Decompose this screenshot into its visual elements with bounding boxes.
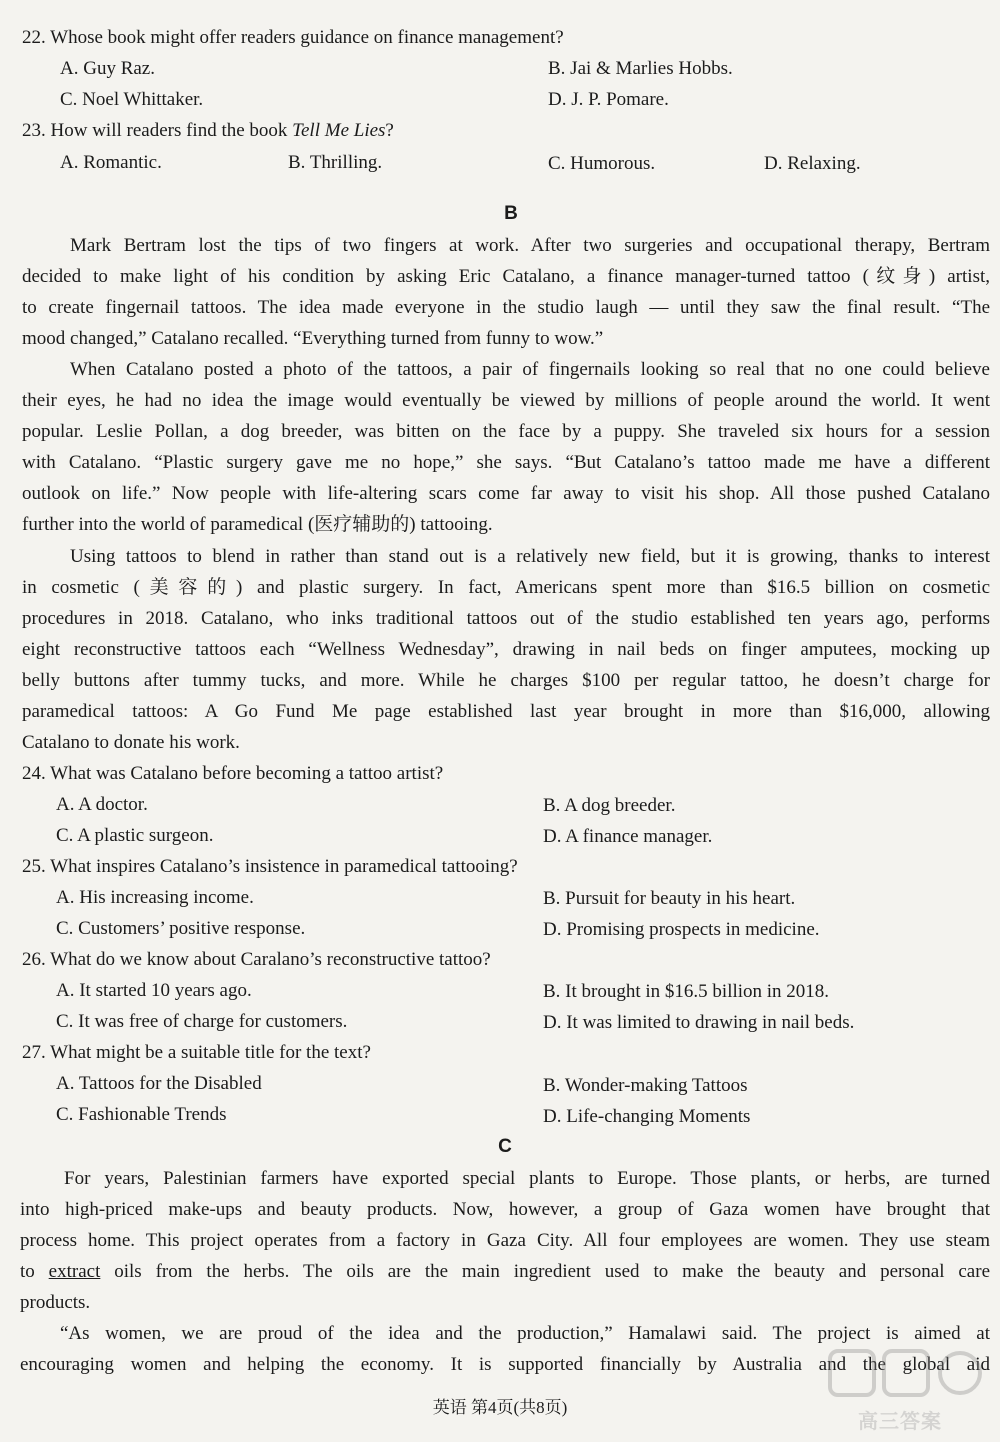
q24-option-b: B. A dog breeder. [543,795,676,816]
q23-option-a: A. Romantic. [60,152,162,173]
passage-c-line: process home. This project operates from a factory in Gaza City. All four employees are women. They use steam [20,1230,990,1251]
watermark-logo [810,1345,990,1435]
passage-b-line: popular. Leslie Pollan, a dog breeder, was bitten on the face by a puppy. She traveled six hours for a session [22,421,990,442]
q27-option-a: A. Tattoos for the Disabled [56,1073,262,1094]
q23-option-b: B. Thrilling. [288,152,383,173]
passage-c-line: encouraging women and helping the economy. It is supported financially by Australia and the global aid [20,1354,990,1375]
passage-c-text: oils from the herbs. The oils are the main ingredient used to make the beauty and personal care [100,1261,990,1282]
passage-b-line: in cosmetic (美容的) and plastic surgery. In fact, Americans spent more than $16.5 billion on cosmetic [22,577,990,598]
q23-stem-text: 23. How will readers find the book [22,120,293,141]
watermark-text: 高三答案 [858,1411,942,1433]
passage-b-line: eight reconstructive tattoos each “Wellness Wednesday”, drawing in nail beds on finger amputees, mocking up [22,639,990,660]
q27-option-c: C. Fashionable Trends [56,1104,227,1125]
passage-b-line: When Catalano posted a photo of the tattoos, a pair of fingernails looking so real that no one could believe [70,359,990,380]
passage-b-line: with Catalano. “Plastic surgery gave me no hope,” she says. “But Catalano’s tattoo made me have a different [22,452,990,473]
passage-b-line: decided to make light of his condition by asking Eric Catalano, a finance manager-turned tattoo (纹身) artist, [22,266,990,287]
q25-option-b: B. Pursuit for beauty in his heart. [543,888,796,909]
q26-option-d: D. It was limited to drawing in nail beds. [543,1012,855,1033]
q24-option-c: C. A plastic surgeon. [56,825,214,846]
passage-b-line: to create fingernail tattoos. The idea made everyone in the studio laugh — until they saw the final result. “The [22,297,990,318]
q22-option-b: B. Jai & Marlies Hobbs. [548,58,733,79]
q25-option-a: A. His increasing income. [56,887,254,908]
passage-c-line: products. [20,1292,91,1313]
passage-b-line: outlook on life.” Now people with life-altering scars come far away to visit his shop. All those pushed Catalano [22,483,990,504]
passage-b-line: Catalano to donate his work. [22,732,240,753]
passage-b-line: belly buttons after tummy tucks, and more. While he charges $100 per regular tattoo, he doesn’t charge for [22,670,990,691]
q22-option-d: D. J. P. Pomare. [548,89,669,110]
passage-c-line: For years, Palestinian farmers have exported special plants to Europe. Those plants, or herbs, are turned [64,1168,990,1189]
section-c-heading: C [498,1136,512,1157]
passage-c-line: into high-priced make-ups and beauty products. Now, however, a group of Gaza women have brought that [20,1199,990,1220]
question-27-stem: 27. What might be a suitable title for the text? [22,1042,371,1063]
q22-option-c: C. Noel Whittaker. [60,89,204,110]
passage-b-line: Mark Bertram lost the tips of two fingers at work. After two surgeries and occupational therapy, Bertram [70,235,990,256]
underlined-word-extract: extract [48,1261,101,1282]
q27-option-d: D. Life-changing Moments [543,1106,751,1127]
q25-option-c: C. Customers’ positive response. [56,918,306,939]
q27-option-b: B. Wonder-making Tattoos [543,1075,748,1096]
passage-b-line: Using tattoos to blend in rather than stand out is a relatively new field, but it is growing, thanks to interest [70,546,990,567]
passage-c-line [20,1256,990,1287]
question-22-stem: 22. Whose book might offer readers guidance on finance management? [22,27,564,48]
q25-option-d: D. Promising prospects in medicine. [543,919,820,940]
question-24-stem: 24. What was Catalano before becoming a tattoo artist? [22,763,444,784]
question-25-stem: 25. What inspires Catalano’s insistence in paramedical tattooing? [22,856,518,877]
q24-option-d: D. A finance manager. [543,826,713,847]
q23-option-c: C. Humorous. [548,153,656,174]
q26-option-b: B. It brought in $16.5 billion in 2018. [543,981,830,1002]
question-26-stem: 26. What do we know about Caralano’s reconstructive tattoo? [22,949,491,970]
passage-b-line: paramedical tattoos: A Go Fund Me page established last year brought in more than $16,000, allowing [22,701,990,722]
page-footer: 英语 第4页(共8页) [432,1398,568,1417]
passage-b-line: procedures in 2018. Catalano, who inks traditional tattoos out of the studio established ten years ago, performs [22,608,990,629]
passage-b-line: their eyes, he had no idea the image would eventually be viewed by millions of people around the world. It went [22,390,990,411]
q26-option-a: A. It started 10 years ago. [56,980,252,1001]
q22-option-a: A. Guy Raz. [60,58,155,79]
q26-option-c: C. It was free of charge for customers. [56,1011,348,1032]
q23-book-title: Tell Me Lies [292,120,386,141]
watermark-graphic-icon [810,1345,990,1405]
q24-option-a: A. A doctor. [56,794,148,815]
passage-b-line: further into the world of paramedical (医疗辅助的) tattooing. [22,514,493,535]
passage-b-line: mood changed,” Catalano recalled. “Everything turned from funny to wow.” [22,328,604,349]
section-b-heading: B [504,203,518,224]
q23-stem-end: ? [385,120,394,141]
passage-c-line: “As women, we are proud of the idea and the production,” Hamalawi said. The project is aimed at [60,1323,990,1344]
q23-option-d: D. Relaxing. [764,153,861,174]
passage-c-text: to [20,1261,49,1282]
question-23-stem [22,115,990,146]
